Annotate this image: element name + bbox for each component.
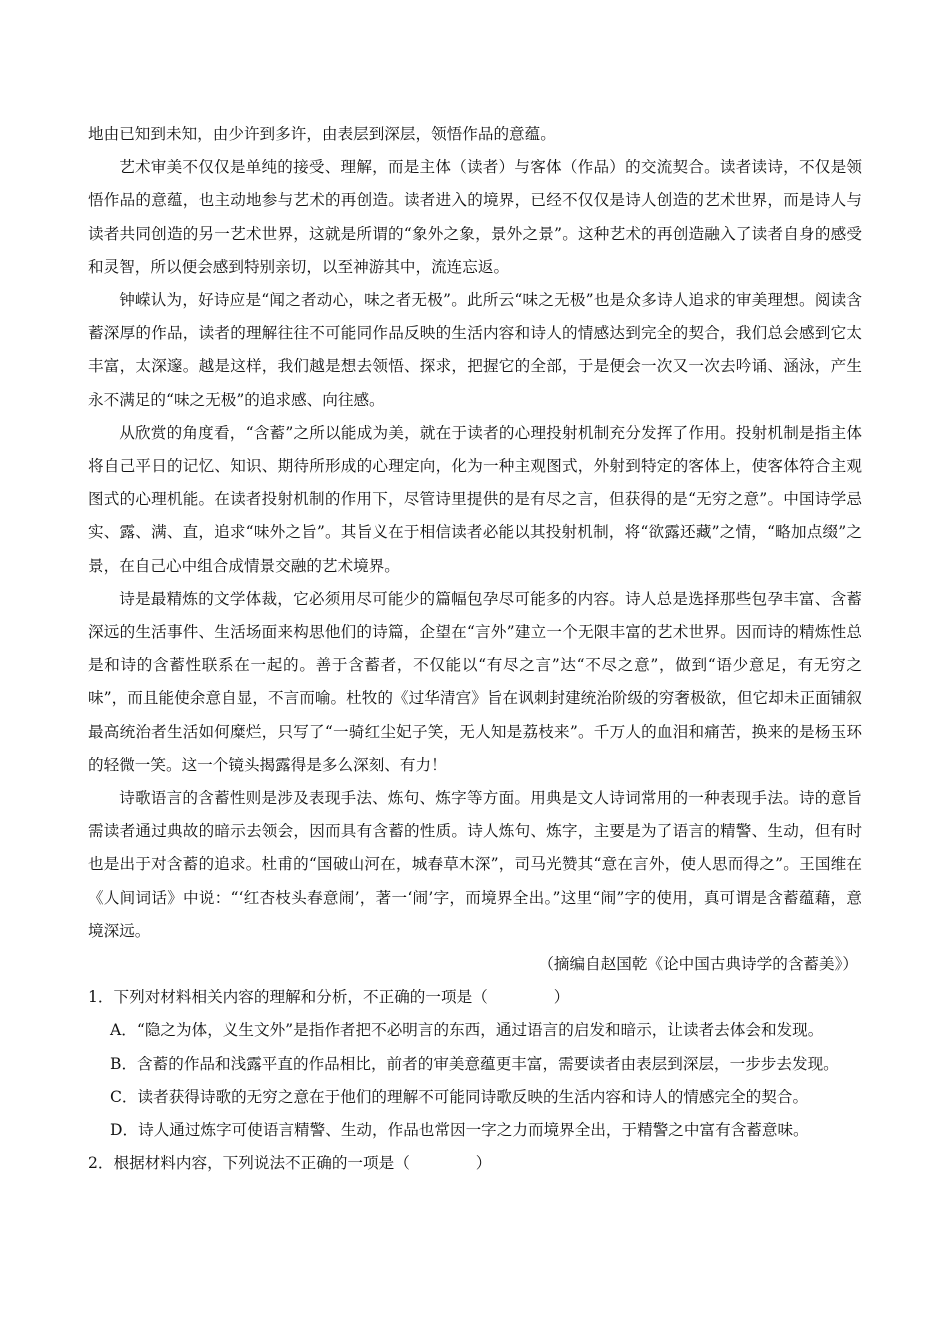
passage-source: （摘编自赵国乾《论中国古典诗学的含蓄美》） xyxy=(538,955,858,974)
question-2-stem xyxy=(88,1147,862,1180)
question-1-stem xyxy=(88,981,862,1014)
question-1-option-d: D．诗人通过炼字可使语言精警、生动，作品也常因一字之力而境界全出，于精警之中富有含蓄意味。 xyxy=(110,1121,809,1140)
passage-paragraph: 诗是最精炼的文学体裁，它必须用尽可能少的篇幅包孕尽可能多的内容。诗人总是选择那些包孕丰富、含蓄深远的生活事件、生活场面来构思他们的诗篇，企望在“言外”建立一个无限丰富的艺术世界。因而诗的精炼性总是和诗的含蓄性联系在一起的。善于含蓄者，不仅能以“有尽之言”达“不尽之意”，做到“语少意足，有无穷之味”，而且能使余意自显，不言而喻。杜牧的《过华清宫》旨在讽刺封建统治阶级的穷奢极欲，但它却未正面铺叙最高统治者生活如何糜烂，只写了“一骑红尘妃子笑，无人知是荔枝来”。千万人的血泪和痛苦，换来的是杨玉环的轻微一笑。这一个镜头揭露得是多么深刻、有力！ xyxy=(88,589,862,774)
passage-paragraph-continued: 地由已知到未知，由少许到多许，由表层到深层，领悟作品的意蕴。 xyxy=(88,125,556,143)
passage-paragraph: 艺术审美不仅仅是单纯的接受、理解，而是主体（读者）与客体（作品）的交流契合。读者读诗，不仅是领悟作品的意蕴，也主动地参与艺术的再创造。读者进入的境界，已经不仅仅是诗人创造的艺术世界，而是诗人与读者共同创造的另一艺术世界，这就是所谓的“象外之象，景外之景”。这种艺术的再创造融入了读者自身的感受和灵智，所以便会感到特别亲切，以至神游其中，流连忘返。 xyxy=(88,158,862,276)
document-page xyxy=(88,118,862,1181)
question-1-stem-text: 1．下列对材料相关内容的理解和分析，不正确的一项是（ xyxy=(88,988,488,1007)
passage-paragraph: 从欣赏的角度看，“含蓄”之所以能成为美，就在于读者的心理投射机制充分发挥了作用。投射机制是指主体将自己平日的记忆、知识、期待所形成的心理定向，化为一种主观图式，外射到特定的客体上，使客体符合主观图式的心理机能。在读者投射机制的作用下，尽管诗里提供的是有尽之言，但获得的是“无穷之意”。中国诗学忌实、露、满、直，追求“味外之旨”。其旨义在于相信读者必能以其投射机制，将“欲露还藏”之情，“略加点缀”之景，在自己心中组合成情景交融的艺术境界。 xyxy=(88,423,862,575)
passage-paragraph: 钟嵘认为，好诗应是“闻之者动心，味之者无极”。此所云“味之无极”也是众多诗人追求的审美理想。阅读含蓄深厚的作品，读者的理解往往不可能同作品反映的生活内容和诗人的情感达到完全的契合，我们总会感到它太丰富，太深邃。越是这样，我们越是想去领悟、探求，把握它的全部，于是便会一次又一次去吟诵、涵泳，产生永不满足的“味之无极”的追求感、向往感。 xyxy=(88,291,862,409)
question-1-option-b: B．含蓄的作品和浅露平直的作品相比，前者的审美意蕴更丰富，需要读者由表层到深层，一步步去发现。 xyxy=(110,1054,839,1073)
question-1-option-c: C．读者获得诗歌的无穷之意在于他们的理解不可能同诗歌反映的生活内容和诗人的情感完全的契合。 xyxy=(110,1087,809,1106)
passage-paragraph: 诗歌语言的含蓄性则是涉及表现手法、炼句、炼字等方面。用典是文人诗词常用的一种表现手法。诗的意旨需读者通过典故的暗示去领会，因而具有含蓄的性质。诗人炼句、炼字，主要是为了语言的精警、生动，但有时也是出于对含蓄的追求。杜甫的“国破山河在，城春草木深”，司马光赞其“意在言外，使人思而得之”。王国维在《人间词话》中说：“‘红杏枝头春意闹’，著一‘闹’字，而境界全出。”这里“闹”字的使用，真可谓是含蓄蕴藉，意境深远。 xyxy=(88,789,862,940)
question-1-stem-close: ） xyxy=(553,988,570,1007)
question-2-stem-text: 2．根据材料内容，下列说法不正确的一项是（ xyxy=(88,1154,410,1173)
question-2-stem-close: ） xyxy=(475,1154,492,1173)
question-1-option-a: A．“隐之为体，义生文外”是指作者把不必明言的东西，通过语言的启发和暗示，让读者去体会和发现。 xyxy=(110,1021,824,1040)
